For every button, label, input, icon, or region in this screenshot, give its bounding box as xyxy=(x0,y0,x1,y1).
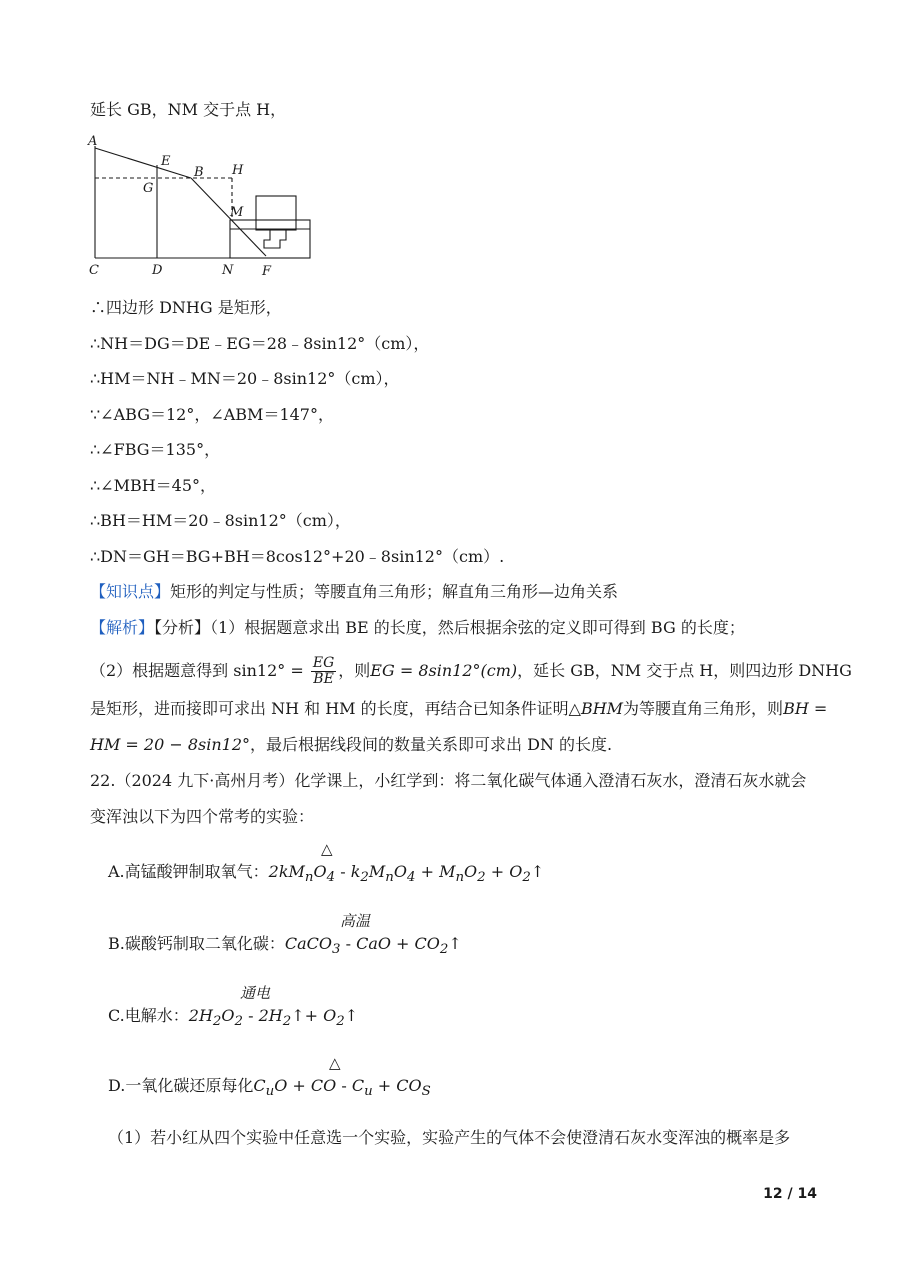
option-d-label: D.一氧化碳还原每化 xyxy=(108,1076,254,1095)
option-a xyxy=(108,860,544,890)
option-c-equation: $2H_2O_2$ - $2H_2↑+$ $O_2↑$ xyxy=(188,1006,359,1030)
label-B: B xyxy=(194,165,204,180)
analysis-text-2b: ，则 xyxy=(338,661,371,680)
step-8: ∴DN＝GH＝BG+BH＝8cos12°+20﹣8sin12°（cm）. xyxy=(90,547,505,566)
optD-condition: △ xyxy=(329,1054,341,1072)
analysis-line-2 xyxy=(90,656,852,687)
analysis-math-3: △BHM xyxy=(568,699,624,718)
analysis-text-3a: 是矩形，进而接即可求出 NH 和 HM 的长度，再结合已知条件证明 xyxy=(90,699,569,718)
knowledge-point xyxy=(90,580,618,604)
geometry-figure xyxy=(84,132,324,280)
option-d-equation: $C_uO$ + CO - $C_u + CO_S$ xyxy=(253,1076,431,1100)
q22-sub-1: （1）若小红从四个实验中任意选一个实验，实验产生的气体不会使澄清石灰水变浑浊的概率是多 xyxy=(108,1128,791,1147)
label-C: C xyxy=(89,263,99,278)
option-d xyxy=(108,1074,431,1104)
fraction-eg-be xyxy=(311,656,336,687)
q22-line-1: 22.（2024 九下·高州月考）化学课上，小红学到：将二氧化碳气体通入澄清石灰水，澄清石灰水就会 xyxy=(90,771,807,790)
label-N: N xyxy=(222,263,234,278)
analysis-text-2a: （2）根据题意得到 sin12° = xyxy=(90,661,304,680)
analysis-tag: 【解析】 xyxy=(90,618,155,637)
step-3: ∴HM＝NH﹣MN＝20﹣8sin12°（cm）， xyxy=(90,369,400,388)
analysis-line-4 xyxy=(90,733,612,757)
analysis-text-1: 【分析】（1）根据题意求出 BE 的长度，然后根据余弦的定义即可得到 BG 的长度； xyxy=(154,618,745,637)
step-2: ∴NH＝DG＝DE﹣EG＝28﹣8sin12°（cm）， xyxy=(90,334,430,353)
label-H: H xyxy=(232,163,244,178)
analysis-line-3 xyxy=(90,697,827,721)
analysis-line-1 xyxy=(90,616,745,640)
optA-condition: △ xyxy=(321,840,333,858)
analysis-text-3b: 为等腰直角三角形，则 xyxy=(623,699,784,718)
optC-condition: 通电 xyxy=(240,984,271,1002)
q22-line-2: 变浑浊以下为四个常考的实验： xyxy=(90,807,315,826)
option-c xyxy=(108,1004,358,1034)
option-b-equation: CaCO$_3$ - CaO + $CO_2↑$ xyxy=(284,934,462,958)
knowledge-tag: 【知识点】 xyxy=(90,582,171,601)
label-E: E xyxy=(161,154,171,169)
analysis-math-2: EG = 8sin12°(cm) xyxy=(370,661,518,680)
label-G: G xyxy=(143,181,154,196)
option-b-label: B.碳酸钙制取二氧化碳： xyxy=(108,934,285,953)
option-c-label: C.电解水： xyxy=(108,1006,189,1025)
fraction-denominator: BE xyxy=(313,671,334,687)
option-b xyxy=(108,932,462,962)
knowledge-text: 矩形的判定与性质；等腰直角三角形；解直角三角形—边角关系 xyxy=(170,582,619,601)
option-a-equation: $2kM_nO_4 - k_2M_nO_4 + M_nO_2$ + $O_2↑$ xyxy=(268,862,545,886)
page-number: 12 / 14 xyxy=(763,1186,817,1202)
step-7: ∴BH＝HM＝20﹣8sin12°（cm）， xyxy=(90,511,351,530)
step-4: ∵∠ABG＝12°，∠ABM＝147°， xyxy=(90,405,334,424)
step-1: ∴四边形 DNHG 是矩形， xyxy=(90,298,282,317)
analysis-math-4: HM = 20 − 8sin12° xyxy=(90,735,251,754)
label-A: A xyxy=(88,134,98,149)
step-5: ∴∠FBG＝135°， xyxy=(90,440,221,459)
label-D: D xyxy=(152,263,163,278)
analysis-text-2c: ，延长 GB，NM 交于点 H，则四边形 DNHG xyxy=(517,661,852,680)
label-F: F xyxy=(262,264,272,279)
intro-text: 延长 GB，NM 交于点 H， xyxy=(90,100,287,119)
optB-condition: 高温 xyxy=(340,912,371,930)
option-a-label: A.高锰酸钾制取氧气： xyxy=(108,862,269,881)
analysis-math-3b: BH = xyxy=(783,699,828,718)
label-M: M xyxy=(230,205,244,220)
fraction-numerator: EG xyxy=(312,655,335,671)
step-6: ∴∠MBH＝45°， xyxy=(90,476,217,495)
analysis-text-4: ，最后根据线段间的数量关系即可求出 DN 的长度. xyxy=(250,735,613,754)
